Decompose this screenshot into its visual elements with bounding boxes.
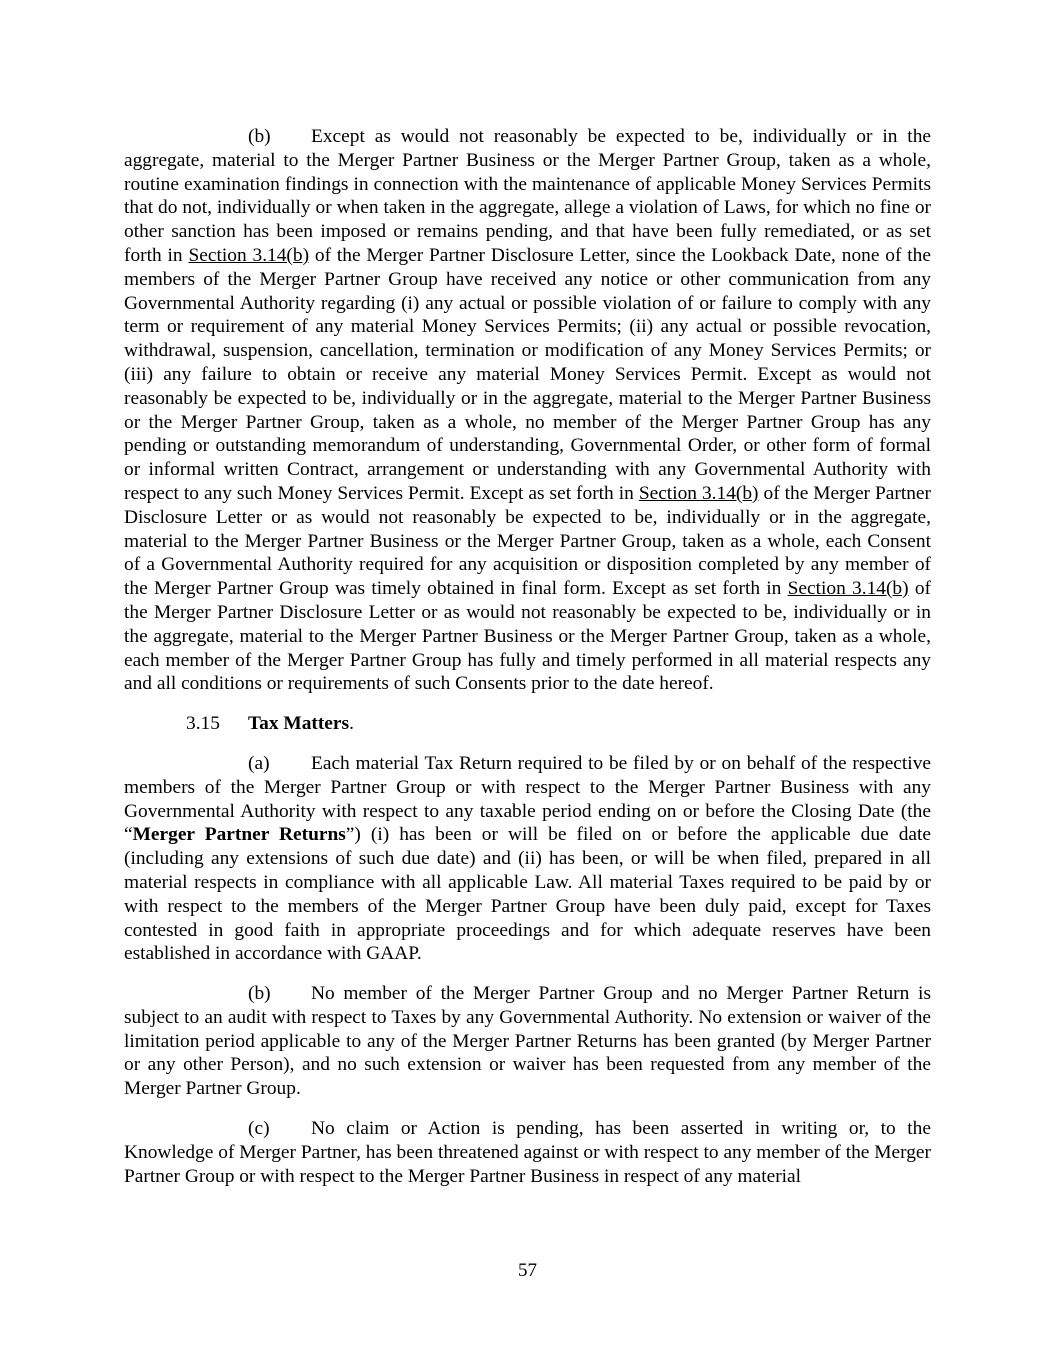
paragraph-3-15-c — [124, 1117, 931, 1188]
section-reference: Section 3.14(b) — [188, 244, 310, 266]
page-number: 57 — [518, 1260, 537, 1281]
paragraph-marker: (c) — [248, 1118, 270, 1140]
defined-term: Merger Partner Returns — [132, 824, 346, 846]
paragraph-text: No member of the Merger Partner Group and no Merger Partner Return is subject to an audit with respect to Taxes by any Governmental Authority. No extension or waiver of the limitation period applicable to any of the Merger Partner Returns has been granted (by Merger Partner or any other Person), and no such extension or waiver has been requested from any member of the Merger Partner Group. — [124, 983, 931, 1100]
paragraph-text: of the Merger Partner Disclosure Letter or as would not reasonably be expected to be, individually or in the aggregate, material to the Merger Partner Business or the Merger Partner Group, taken as a whole, each Consent of a Governmental Authority required for any acquisition or disposition completed by any member of the Merger Partner Group was timely obtained in final form. Except as set forth in — [124, 482, 931, 600]
section-title: Tax Matters — [248, 713, 350, 735]
paragraph-text: ”) (i) has been or will be filed on or before the applicable due date (including any extensions of such due date) and (ii) has been, or will be when filed, prepared in all material respects in compliance with all applicable Law. All material Taxes required to be paid by or with respect to the members of the Merger Partner Group have been duly paid, except for Taxes contested in good faith in appropriate proceedings and for which adequate reserves have been established in accordance with GAAP. — [124, 824, 931, 965]
paragraph-text: No claim or Action is pending, has been asserted in writing or, to the Knowledge of Merger Partner, has been threatened against or with respect to any member of the Merger Partner Group or with respect to the Merger Partner Business in respect of any material — [124, 1118, 931, 1187]
paragraph-3-15-b — [124, 982, 931, 1101]
paragraph-marker: (b) — [248, 126, 271, 147]
document-page — [124, 125, 931, 1204]
paragraph-3-15-a — [124, 752, 931, 966]
paragraph-text: of the Merger Partner Disclosure Letter, since the Lookback Date, none of the members of the Merger Partner Group have received any notice or other communication from any Governmental Authority regarding (i) any actual or possible violation of or failure to comply with any term or requirement of any material Money Services Permits; (ii) any actual or possible revocation, withdrawal, suspension, cancellation, termination or modification of any Money Services Permits; or (iii) any failure to obtain or receive any material Money Services Permit. Except as would not reasonably be expected to be, individually or in the aggregate, material to the Merger Partner Business or the Merger Partner Group, taken as a whole, no member of the Merger Partner Group has any pending or outstanding memorandum of understanding, Governmental Order, or other form of formal or informal written Contract, arrangement or understanding with any Governmental Authority with respect to any such Money Services Permit. Except as set forth in — [124, 244, 931, 504]
section-reference: Section 3.14(b) — [638, 482, 759, 504]
section-number: 3.15 — [186, 713, 220, 735]
paragraph-text: Except as would not reasonably be expected to be, individually or in the aggregate, material to the Merger Partner Business or the Merger Partner Group, taken as a whole, routine examination findings in connection with the maintenance of applicable Money Services Permits that do not, individually or when taken in the aggregate, allege a violation of Laws, for which no fine or other sanction has been imposed or remains pending, and that have been fully remediated, or as set forth in — [124, 126, 931, 266]
paragraph-text: of the Merger Partner Disclosure Letter or as would not reasonably be expected to be, individually or in the aggregate, material to the Merger Partner Business or the Merger Partner Group, taken as a whole, each member of the Merger Partner Group has fully and timely performed in all material respects any and all conditions or requirements of such Consents prior to the date hereof. — [124, 578, 931, 695]
section-reference: Section 3.14(b) — [787, 578, 909, 600]
paragraph-3-14-b — [124, 125, 931, 696]
section-title-period: . — [349, 713, 354, 735]
paragraph-marker: (b) — [248, 983, 271, 1005]
paragraph-marker: (a) — [248, 752, 270, 774]
section-heading-3-15 — [124, 712, 931, 736]
paragraph-text: Each material Tax Return required to be filed by or on behalf of the respective members of the Merger Partner Group or with respect to the Merger Partner Business with any Governmental Authority with respect to any taxable period ending on or before the Closing Date (the “ — [124, 752, 931, 846]
